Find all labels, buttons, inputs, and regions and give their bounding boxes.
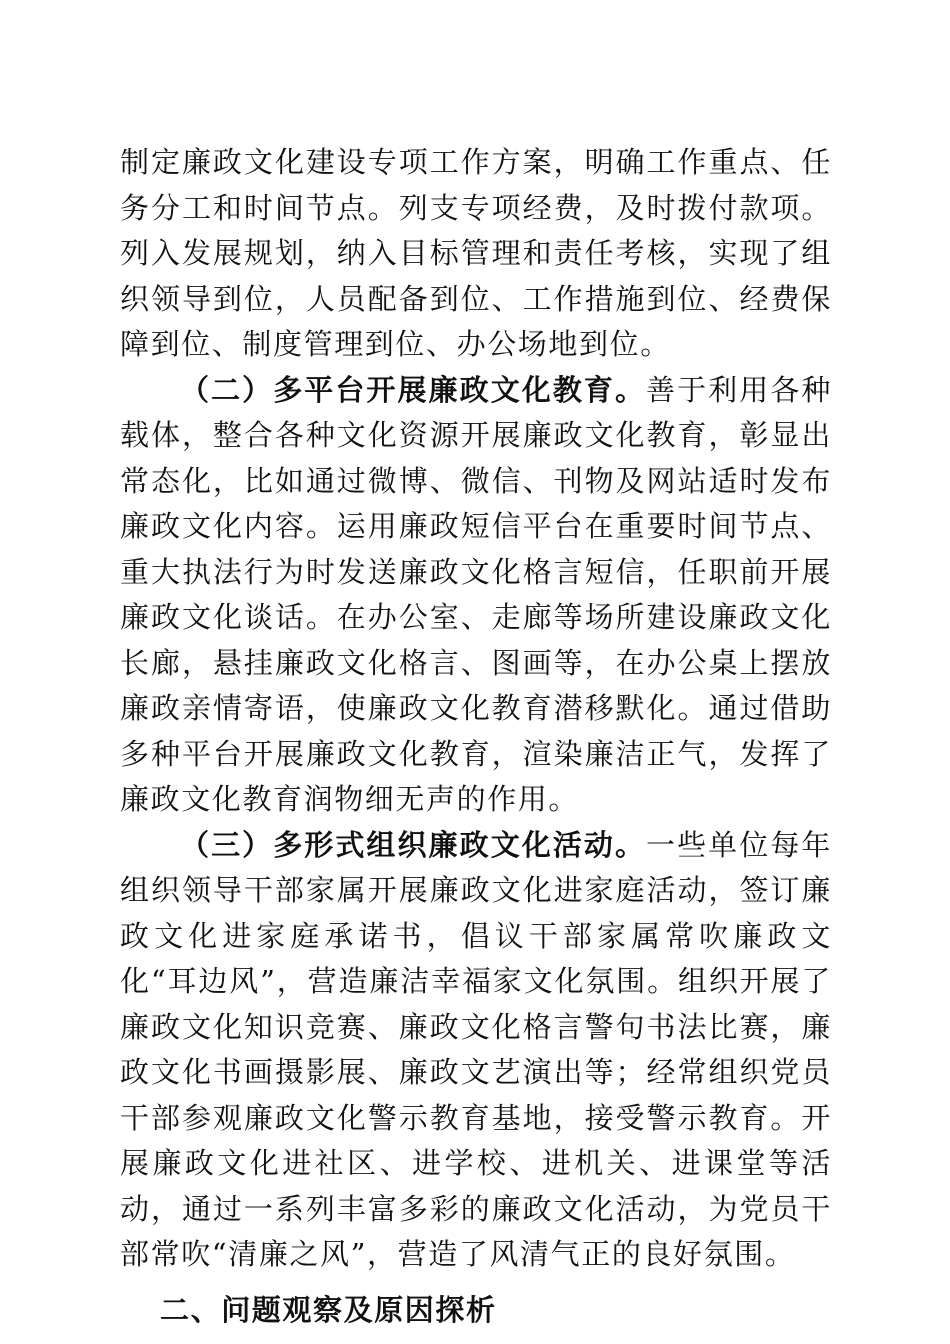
section-body-2: 善于利用各种载体，整合各种文化资源开展廉政文化教育，彰显出常态化，比如通过微博、微信、刊物及网站适时发布廉政文化内容。运用廉政短信平台在重要时间节点、重大执法行为时发送廉政文化格言短信，任职前开展廉政文化谈话。在办公室、走廊等场所建设廉政文化长廊，悬挂廉政文化格言、图画等，在办公桌上摆放廉政亲情寄语，使廉政文化教育潜移默化。通过借助多种平台开展廉政文化教育，渲染廉洁正气，发挥了廉政文化教育润物细无声的作用。 — [120, 372, 832, 816]
section-lead-3: （三）多形式组织廉政文化活动。 — [180, 827, 647, 862]
paragraph-multi-form-activities — [120, 823, 832, 1278]
paragraph-organization: 制定廉政文化建设专项工作方案，明确工作重点、任务分工和时间节点。列支专项经费，及时拨付款项。列入发展规划，纳入目标管理和责任考核，实现了组织领导到位，人员配备到位、工作措施到位、经费保障到位、制度管理到位、办公场地到位。 — [120, 145, 832, 361]
paragraph-multi-platform-education — [120, 368, 832, 823]
section-body-3: 一些单位每年组织领导干部家属开展廉政文化进家庭活动，签订廉政文化进家庭承诺书，倡议干部家属常吹廉政文化“耳边风”，营造廉洁幸福家文化氛围。组织开展了廉政文化知识竞赛、廉政文化格言警句书法比赛，廉政文化书画摄影展、廉政文艺演出等；经常组织党员干部参观廉政文化警示教育基地，接受警示教育。开展廉政文化进社区、进学校、进机关、进课堂等活动，通过一系列丰富多彩的廉政文化活动，为党员干部常吹“清廉之风”，营造了风清气正的良好氛围。 — [120, 827, 832, 1271]
document-page — [120, 140, 832, 1333]
section-lead-2: （二）多平台开展廉政文化教育。 — [180, 372, 647, 407]
section-heading-problems: 二、问题观察及原因探析 — [160, 1292, 497, 1327]
